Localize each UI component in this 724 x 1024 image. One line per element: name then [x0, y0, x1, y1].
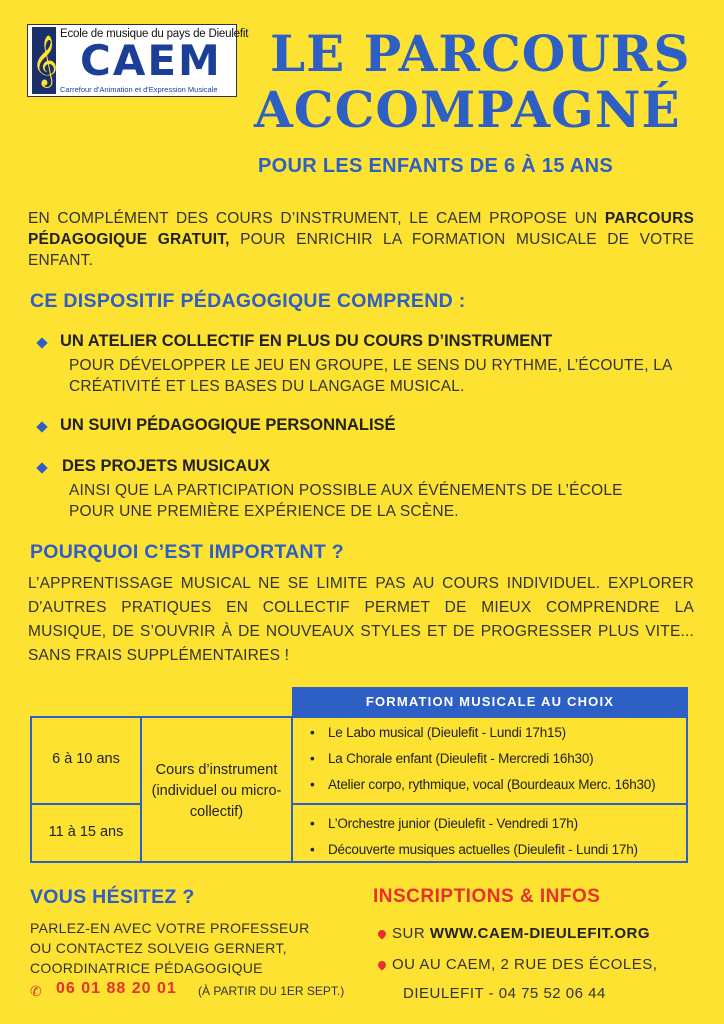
intro-bold: PARCOURS PÉDAGOGIQUE GRATUIT,: [28, 210, 694, 248]
diamond-bullet-icon: [36, 337, 47, 348]
age-group-cell: 6 à 10 ans: [52, 751, 120, 767]
phone-icon: ✆: [30, 983, 42, 999]
intro-paragraph: [28, 208, 694, 271]
pourquoi-heading: POURQUOI C’EST IMPORTANT ?: [30, 541, 345, 563]
intro-text-2: POUR ENRICHIR LA FORMATION MUSICALE DE VOTRE ENFANT.: [28, 231, 694, 269]
option-item: • Atelier corpo, rythmique, vocal (Bourdeaux Merc. 16h30): [328, 777, 655, 792]
option-item: • La Chorale enfant (Dieulefit - Mercredi 16h30): [328, 751, 593, 766]
website-line: [392, 925, 650, 942]
hesitez-line: PARLEZ-EN AVEC VOTRE PROFESSEUR: [30, 920, 310, 936]
phone-note: (À PARTIR DU 1ER SEPT.): [198, 984, 345, 998]
pourquoi-paragraph: L’APPRENTISSAGE MUSICAL NE SE LIMITE PAS AU COURS INDIVIDUEL. EXPLORER D'AUTRES PRATIQUES EN COLLECTIF PERMET DE MIEUX COMPRENDRE LA MUSIQUE, DE S’OUVRIR À DE NOUVEAUX STYLES ET DE PROGRESSER PLUS VITE... SANS FRAIS SUPPLÉMENTAIRES !: [28, 575, 694, 664]
diamond-bullet-icon: [36, 462, 47, 473]
option-item: • Découverte musiques actuelles (Dieulefit - Lundi 17h): [328, 842, 638, 857]
instrument-cell: Cours d’instrument (individuel ou micro-collectif): [151, 762, 282, 820]
dispositif-item-title: UN ATELIER COLLECTIF EN PLUS DU COURS D’INSTRUMENT: [60, 332, 553, 350]
subtitle: POUR LES ENFANTS DE 6 À 15 ANS: [258, 155, 613, 177]
treble-clef-icon: 𝄞: [32, 27, 56, 94]
dispositif-item-desc: AINSI QUE LA PARTICIPATION POSSIBLE AUX ÉVÉNEMENTS DE L’ÉCOLE POUR UNE PREMIÈRE EXPÉRIENCE DE LA SCÈNE.: [69, 482, 623, 520]
website-prefix: SUR: [392, 925, 430, 942]
address-phone-line: DIEULEFIT - 04 75 52 06 44: [403, 985, 606, 1002]
dispositif-item-title: UN SUIVI PÉDAGOGIQUE PERSONNALISÉ: [60, 416, 396, 434]
caem-logo: [27, 24, 249, 97]
option-item: • Le Labo musical (Dieulefit - Lundi 17h15): [328, 725, 566, 740]
formation-header: FORMATION MUSICALE AU CHOIX: [292, 687, 688, 717]
hesitez-line: COORDINATRICE PÉDAGOGIQUE: [30, 960, 263, 976]
location-pin-icon: [376, 928, 387, 939]
table-divider: [32, 803, 140, 805]
option-item: • L’Orchestre junior (Dieulefit - Vendredi 17h): [328, 816, 578, 831]
age-group-cell: 11 à 15 ans: [48, 824, 124, 840]
table-divider: [291, 718, 293, 861]
diamond-bullet-icon: [36, 421, 47, 432]
logo-school-name: Ecole de musique du pays de Dieulefit: [60, 28, 249, 40]
phone-number[interactable]: 06 01 88 20 01: [56, 980, 177, 997]
dispositif-heading: CE DISPOSITIF PÉDAGOGIQUE COMPREND :: [30, 290, 466, 312]
table-divider: [140, 718, 142, 861]
hesitez-heading: VOUS HÉSITEZ ?: [30, 886, 195, 908]
logo-tagline: Carrefour d'Animation et d'Expression Musicale: [60, 85, 218, 94]
inscriptions-heading: INSCRIPTIONS & INFOS: [373, 886, 601, 907]
hesitez-line: OU CONTACTEZ SOLVEIG GERNERT,: [30, 940, 287, 956]
intro-text-1: EN COMPLÉMENT DES COURS D’INSTRUMENT, LE CAEM PROPOSE UN: [28, 210, 605, 227]
address-line: OU AU CAEM, 2 RUE DES ÉCOLES,: [392, 956, 658, 973]
dispositif-item-desc: POUR DÉVELOPPER LE JEU EN GROUPE, LE SENS DU RYTHME, L’ÉCOUTE, LA CRÉATIVITÉ ET LES BASES DU LANGAGE MUSICAL.: [69, 357, 672, 395]
dispositif-item-title: DES PROJETS MUSICAUX: [62, 457, 271, 475]
title-line-1: LE PARCOURS: [270, 24, 691, 83]
location-pin-icon: [376, 959, 387, 970]
logo-brand: CAEM: [80, 36, 222, 85]
table-divider: [291, 803, 686, 805]
schedule-table: [30, 716, 688, 863]
website-link[interactable]: WWW.CAEM-DIEULEFIT.ORG: [429, 925, 650, 942]
title-line-2: ACCOMPAGNÉ: [254, 80, 681, 139]
